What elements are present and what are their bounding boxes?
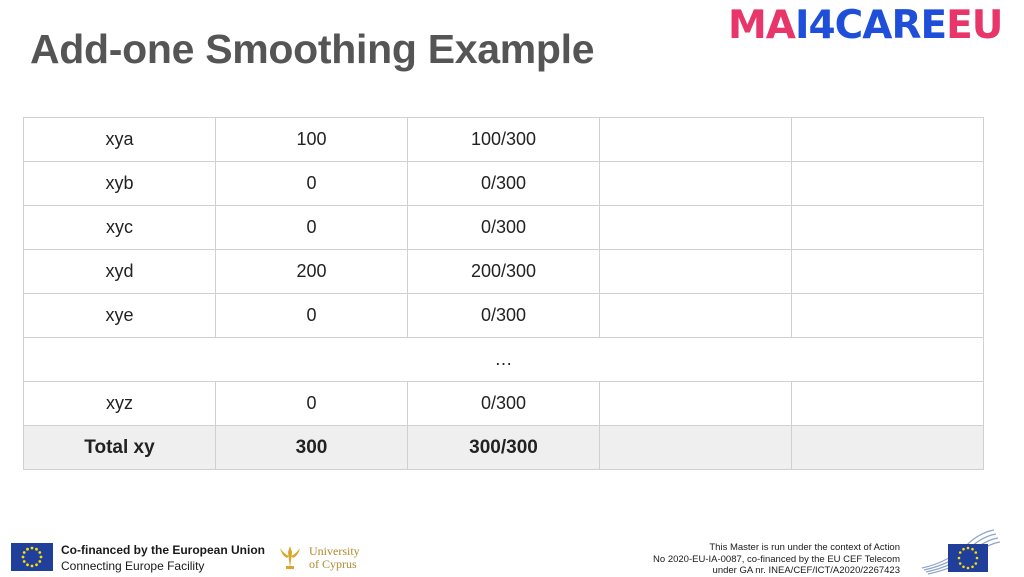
table-cell-probability: 0/300 bbox=[408, 382, 600, 426]
table-cell-empty bbox=[600, 206, 792, 250]
table-cell-bigram: xyd bbox=[24, 250, 216, 294]
table-cell-count: 0 bbox=[216, 382, 408, 426]
table-cell-empty bbox=[600, 250, 792, 294]
university-text bbox=[309, 545, 360, 571]
table-cell-empty bbox=[600, 118, 792, 162]
table-cell-empty bbox=[792, 426, 984, 470]
table-cell-probability: 0/300 bbox=[408, 294, 600, 338]
slide-title: Add-one Smoothing Example bbox=[30, 26, 595, 72]
university-line1: University bbox=[309, 544, 360, 558]
table-row bbox=[24, 206, 984, 250]
master-line2: No 2020-EU-IA-0087, co-financed by the EU CEF Telecom bbox=[653, 553, 900, 565]
cofinanced-line2: Connecting Europe Facility bbox=[61, 559, 205, 573]
table-cell-empty bbox=[792, 206, 984, 250]
master-line1: This Master is run under the context of Action bbox=[709, 542, 900, 553]
table-cell-empty bbox=[600, 382, 792, 426]
table-cell-empty bbox=[792, 382, 984, 426]
table-cell-empty bbox=[600, 426, 792, 470]
table-cell-empty bbox=[600, 162, 792, 206]
table-row bbox=[24, 250, 984, 294]
table-cell-empty bbox=[792, 118, 984, 162]
table-cell-count: 200 bbox=[216, 250, 408, 294]
table-cell-empty bbox=[792, 294, 984, 338]
european-commission-logo-icon bbox=[920, 528, 1020, 576]
total-row bbox=[24, 426, 984, 470]
total-count: 300 bbox=[216, 426, 408, 470]
table-row bbox=[24, 118, 984, 162]
mai4careeu-logo bbox=[728, 4, 1002, 48]
ellipsis-row bbox=[24, 338, 984, 382]
table-row bbox=[24, 382, 984, 426]
cofinanced-line1: Co-financed by the European Union bbox=[61, 543, 266, 557]
table-cell-bigram: xyb bbox=[24, 162, 216, 206]
smoothing-table bbox=[23, 117, 984, 470]
master-notice bbox=[600, 542, 900, 577]
logo-part-eu: EU bbox=[946, 3, 1003, 48]
table-row bbox=[24, 294, 984, 338]
table-cell-count: 0 bbox=[216, 162, 408, 206]
table-cell-probability: 0/300 bbox=[408, 162, 600, 206]
table-cell-probability: 100/300 bbox=[408, 118, 600, 162]
table-cell-probability: 200/300 bbox=[408, 250, 600, 294]
table-cell-count: 0 bbox=[216, 294, 408, 338]
logo-part-ma: MA bbox=[728, 3, 795, 48]
table-cell-bigram: xyz bbox=[24, 382, 216, 426]
table-cell-bigram: xya bbox=[24, 118, 216, 162]
ellipsis-cell: … bbox=[24, 338, 984, 382]
university-emblem-icon bbox=[278, 544, 302, 570]
table-cell-empty bbox=[792, 250, 984, 294]
table-row bbox=[24, 162, 984, 206]
eu-flag-icon bbox=[11, 543, 53, 571]
cofinanced-text bbox=[61, 542, 265, 574]
logo-part-i4care: I4CARE bbox=[795, 3, 947, 48]
table-cell-count: 0 bbox=[216, 206, 408, 250]
table-cell-count: 100 bbox=[216, 118, 408, 162]
table-cell-empty bbox=[600, 294, 792, 338]
table-cell-bigram: xyc bbox=[24, 206, 216, 250]
total-probability: 300/300 bbox=[408, 426, 600, 470]
table-cell-probability: 0/300 bbox=[408, 206, 600, 250]
total-label: Total xy bbox=[24, 426, 216, 470]
master-line3: under GA nr. INEA/CEF/ICT/A2020/2267423 bbox=[712, 565, 900, 576]
footer bbox=[0, 528, 1024, 576]
table-cell-bigram: xye bbox=[24, 294, 216, 338]
table-cell-empty bbox=[792, 162, 984, 206]
university-line2: of Cyprus bbox=[309, 557, 357, 571]
